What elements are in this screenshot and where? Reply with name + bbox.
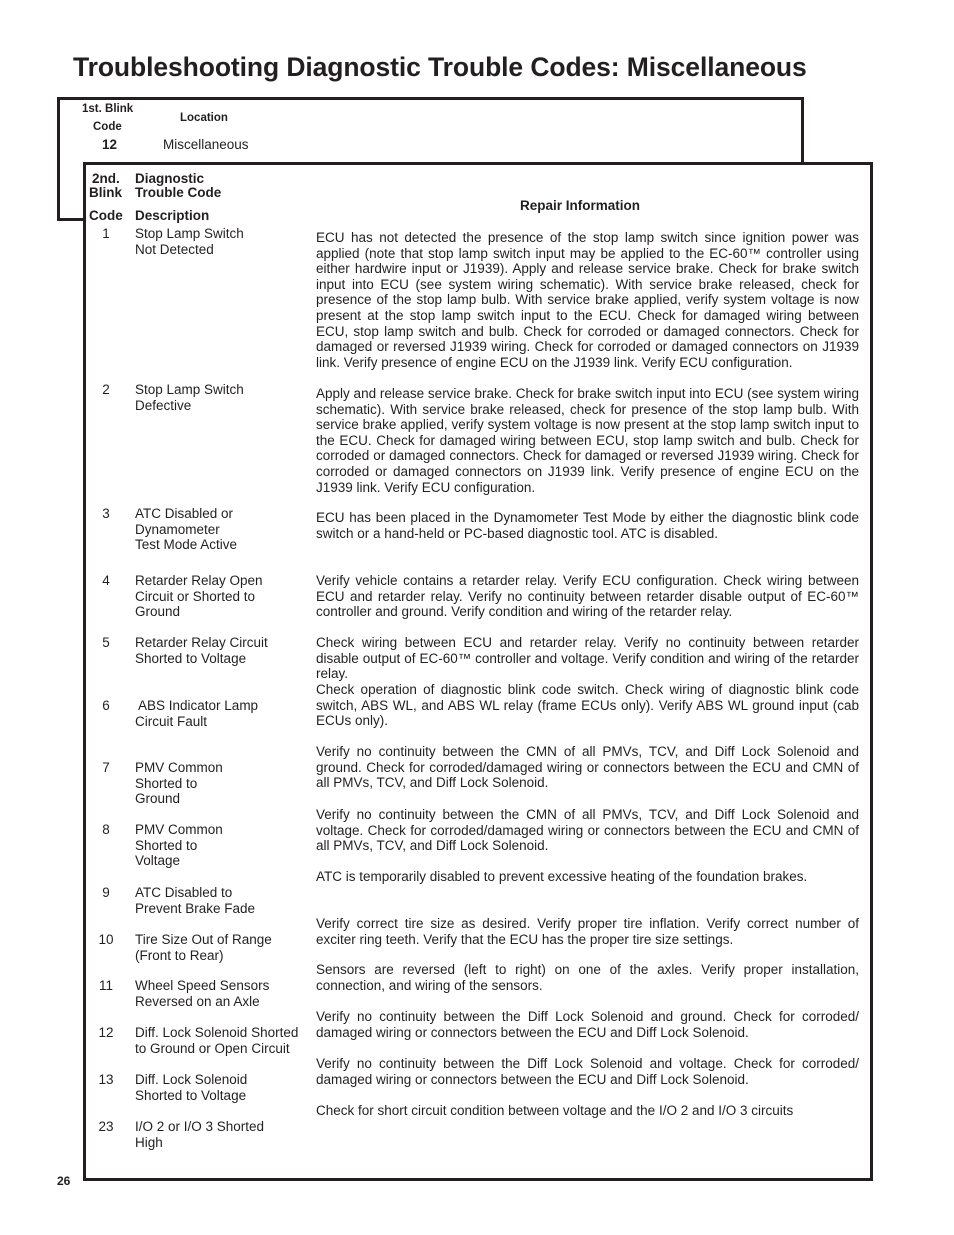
dtc-description-line: Ground [135,604,181,620]
dtc-description-line: PMV Common [135,760,223,775]
dtc-description-line: Stop Lamp Switch [135,382,244,397]
first-blink-header-code: Code [93,121,122,133]
dtc-description [135,885,315,916]
page-title: Troubleshooting Diagnostic Trouble Codes: Miscellaneous [73,52,807,82]
header-diagnostic: Diagnostic [135,171,205,186]
dtc-description [135,1119,315,1150]
dtc-description-line: I/O 2 or I/O 3 Shorted [135,1119,265,1134]
dtc-description-line: Shorted to Voltage [135,1087,247,1103]
dtc-description-line: Shorted to [135,775,198,791]
dtc-description [135,1072,315,1103]
dtc-code: 1 [102,226,110,241]
dtc-code: 3 [102,506,110,521]
dtc-code: 6 [102,698,110,713]
dtc-description-line: Shorted to [135,837,198,853]
dtc-description-line: ABS Indicator Lamp [135,698,259,713]
dtc-description-line: ATC Disabled or [135,506,234,521]
dtc-description [135,382,315,413]
dtc-description-line: Diff. Lock Solenoid Shorted [135,1025,299,1040]
dtc-description-line: to Ground or Open Circuit [135,1040,290,1056]
repair-information: Check wiring between ECU and retarder relay. Verify no continuity between retarder disable output of EC-60™ controller and voltage. Verify condition and wiring of the retarder relay. [316,635,859,682]
dtc-code: 10 [98,932,114,947]
repair-information: ECU has not detected the presence of the stop lamp switch since ignition power was applied (note that stop lamp switch input may be applied to the EC-60™ controller using either hardwire input or J1939). Apply and release service brake. Check for brake switch input into ECU (see system wiring schematic). With service brake released, check for presence of the stop lamp bulb. With service brake applied, verify system voltage is now present at the stop lamp switch input to the ECU. Check for damaged wiring between ECU, stop lamp switch and bulb. Check for corroded or damaged connectors. Check for damaged or reversed J1939 wiring. Check for corroded or damaged connectors on J1939 link. Verify presence of engine ECU on the J1939 link. Verify ECU configuration. [316,230,859,370]
dtc-description-line: Prevent Brake Fade [135,900,256,916]
dtc-code: 7 [102,760,110,775]
dtc-description [135,760,315,807]
dtc-description-line: Circuit or Shorted to [135,588,256,604]
dtc-code: 11 [98,978,113,993]
repair-information: Verify no continuity between the CMN of all PMVs, TCV, and Diff Lock Solenoid and ground. Check for corroded/damaged wiring or connectors between the ECU and CMN of all PMVs, TCV, and Diff Lock Solenoid. [316,744,859,791]
box-divider [57,218,85,221]
dtc-description-line: Test Mode Active [135,537,238,553]
repair-information: Check operation of diagnostic blink code switch. Check wiring of diagnostic blink code switch, ABS WL, and ABS WL relay (frame ECUs only). Verify ABS WL ground input (cab ECUs only). [316,682,859,729]
location-header: Location [180,112,228,124]
repair-information: ATC is temporarily disabled to prevent excessive heating of the foundation brakes. [316,869,808,884]
dtc-code: 4 [102,573,110,588]
repair-information: ECU has been placed in the Dynamometer Test Mode by either the diagnostic blink code switch or a hand-held or PC-based diagnostic tool. ATC is disabled. [316,510,859,541]
dtc-description-line: Ground [135,791,181,807]
page-number: 26 [57,1174,71,1188]
dtc-description-line: Voltage [135,853,181,869]
dtc-description [135,506,315,553]
dtc-description-line: Shorted to Voltage [135,650,247,666]
dtc-description-line: (Front to Rear) [135,947,224,963]
dtc-code: 2 [102,382,110,397]
dtc-code: 5 [102,635,110,650]
dtc-description-line: Diff. Lock Solenoid [135,1072,248,1087]
repair-information: Check for short circuit condition between voltage and the I/O 2 and I/O 3 circuits [316,1103,794,1118]
repair-information: Verify vehicle contains a retarder relay. Verify ECU configuration. Check wiring between ECU and retarder relay. Verify no continuity between retarder disable output of EC-60™ controller and ground. Verify condition and wiring of the retarder relay. [316,573,859,620]
location-value: Miscellaneous [163,137,249,152]
header-description: Description [135,208,210,223]
repair-information: Verify no continuity between the Diff Lock Solenoid and ground. Check for corroded/ damaged wiring or connectors between the ECU and Diff Lock Solenoid. [316,1009,859,1040]
dtc-description-line: PMV Common [135,822,223,837]
dtc-description [135,698,315,729]
dtc-code: 23 [98,1119,114,1134]
dtc-code: 12 [98,1025,114,1040]
dtc-description [135,932,315,963]
dtc-description [135,573,315,620]
dtc-description-line: Stop Lamp Switch [135,226,244,241]
first-blink-code: 12 [102,137,118,152]
dtc-description-line: Not Detected [135,241,214,257]
header-repair-information: Repair Information [520,198,641,213]
dtc-code: 8 [102,822,110,837]
header-code: Code [89,208,123,223]
dtc-description [135,1025,315,1056]
repair-information: Verify no continuity between the Diff Lock Solenoid and voltage. Check for corroded/ damaged wiring or connectors between the ECU and Diff Lock Solenoid. [316,1056,859,1087]
dtc-description [135,635,315,666]
header-blink: Blink [89,185,123,200]
header-trouble-code: Trouble Code [135,185,222,200]
repair-information: Verify no continuity between the CMN of all PMVs, TCV, and Diff Lock Solenoid and voltage. Check for corroded/damaged wiring or connectors between the ECU and CMN of all PMVs, TCV, and Diff Lock Solenoid. [316,807,859,854]
first-blink-header: 1st. Blink [82,103,134,115]
repair-information: Sensors are reversed (left to right) on one of the axles. Verify proper installation, connection, and wiring of the sensors. [316,962,859,993]
dtc-description-line: Defective [135,397,192,413]
repair-information: Apply and release service brake. Check for brake switch input into ECU (see system wiring schematic). With service brake released, check for presence of the stop lamp bulb. With service brake applied, verify system voltage is now present at the stop lamp switch input to the ECU. Check for damaged wiring between ECU, stop lamp switch and bulb. Check for corroded or damaged connectors. Check for damaged or reversed J1939 wiring. Check for corroded or damaged connectors on J1939 link. Verify presence of engine ECU on the J1939 link. Verify ECU configuration. [316,386,859,495]
dtc-description-line: Tire Size Out of Range [135,932,272,947]
dtc-description-line: Circuit Fault [135,713,208,729]
dtc-description [135,822,315,869]
dtc-description [135,226,315,257]
dtc-description-line: Dynamometer [135,521,220,537]
dtc-code: 9 [102,885,110,900]
header-2nd: 2nd. [92,171,120,186]
dtc-code: 13 [98,1072,114,1087]
dtc-description-line: ATC Disabled to [135,885,233,900]
dtc-description [135,978,315,1009]
dtc-description-line: High [135,1134,163,1150]
dtc-description-line: Wheel Speed Sensors [135,978,270,993]
dtc-description-line: Retarder Relay Circuit [135,635,268,650]
repair-information: Verify correct tire size as desired. Verify proper tire inflation. Verify correct number of exciter ring teeth. Verify that the ECU has the proper tire size settings. [316,916,859,947]
dtc-description-line: Retarder Relay Open [135,573,263,588]
dtc-description-line: Reversed on an Axle [135,993,260,1009]
